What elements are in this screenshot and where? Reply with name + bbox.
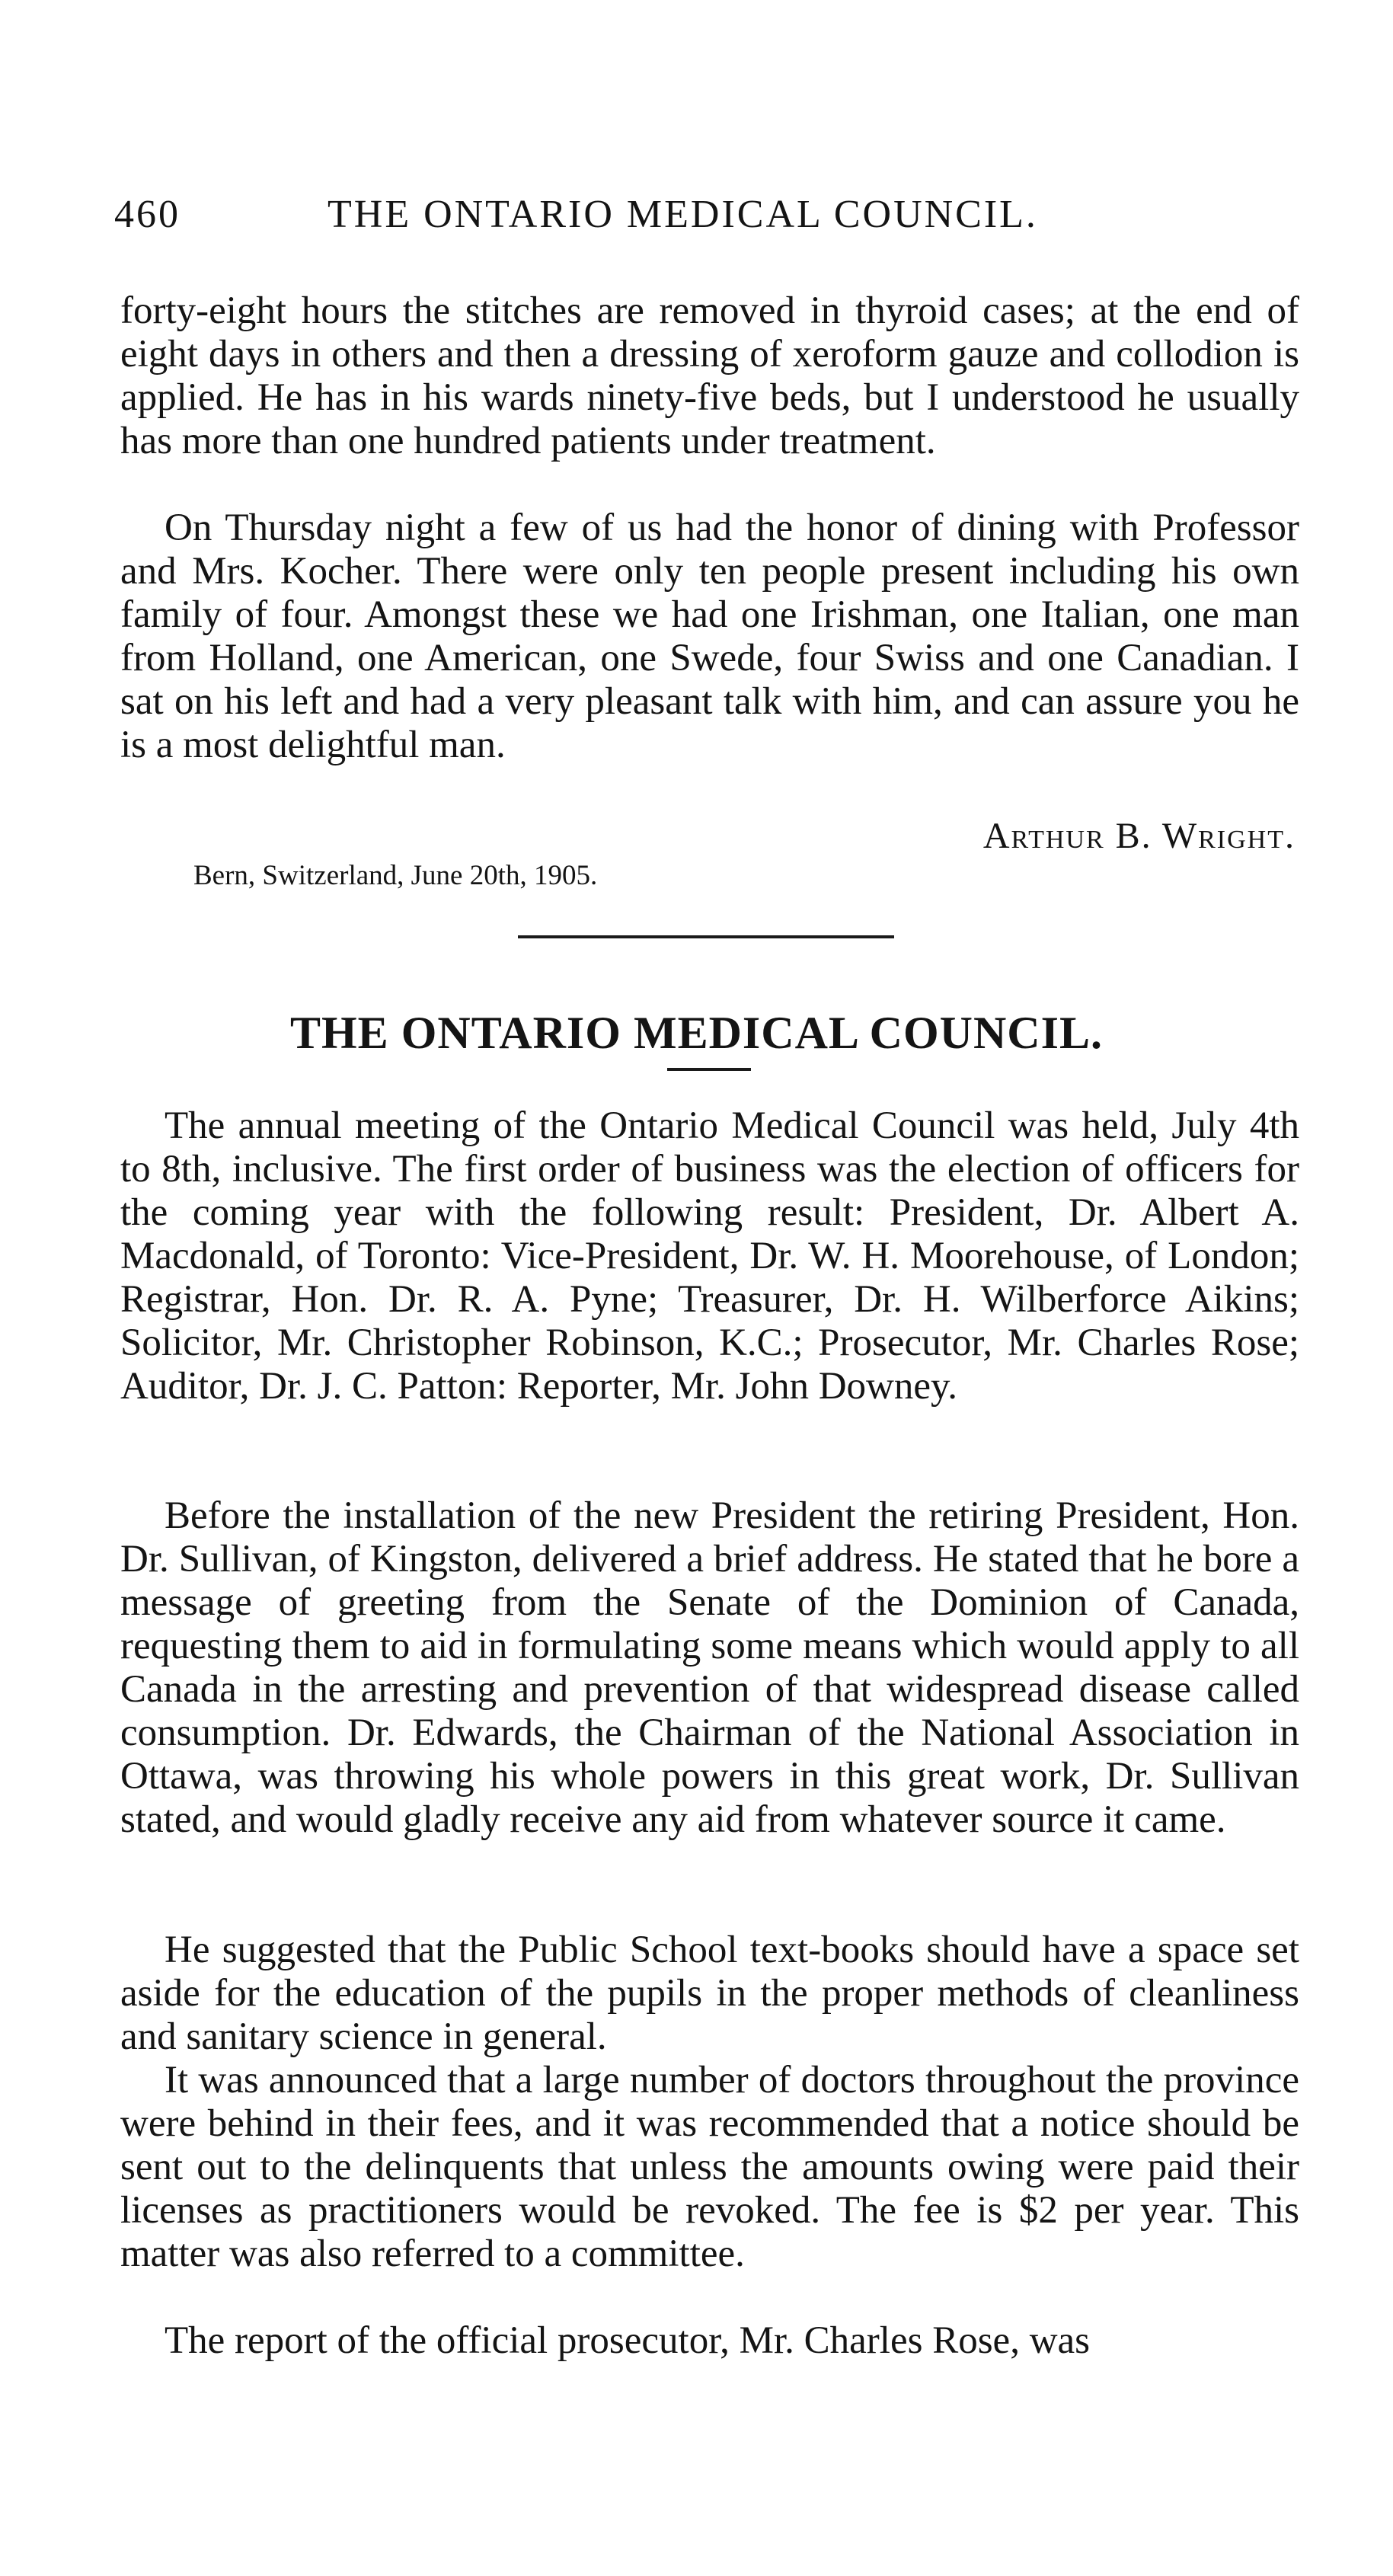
article-paragraph-1: The annual meeting of the Ontario Medical Council was held, July 4th to 8th, inclusive. The first order of business was the election of officers for the coming year with the following result: President, Dr. Albert A. Macdonald, of Toronto: Vice-President, Dr. W. H. Moorehouse, of London; Registrar, Hon. Dr. R. A. Pyne; Treasurer, Dr. H. Wilberforce Aikins; Solicitor, Mr. Christopher Robinson, K.C.; Prosecutor, Mr. Charles Rose; Auditor, Dr. J. C. Patton: Reporter, Mr. John Downey. xyxy=(120,1104,1299,1408)
article-paragraph-3: He suggested that the Public School text-books should have a space set aside for the education of the pupils in the proper methods of cleanliness and sanitary science in general. xyxy=(120,1929,1299,2058)
section-divider-rule xyxy=(518,935,894,938)
article-paragraph-5: The report of the official prosecutor, Mr. Charles Rose, was xyxy=(165,2319,1091,2362)
running-head xyxy=(114,192,1302,253)
page-number: 460 xyxy=(114,193,181,236)
article-title: THE ONTARIO MEDICAL COUNCIL. xyxy=(289,1008,1103,1059)
article-paragraph-4: It was announced that a large number of doctors throughout the province were behind in their fees, and it was recommended that a notice should be sent out to the delinquents that unless the amounts owing were paid their licenses as practitioners would be revoked. The fee is $2 per year. This matter was also referred to a committee. xyxy=(120,2059,1299,2275)
letter-paragraph-2: On Thursday night a few of us had the honor of dining with Professor and Mrs. Kocher. There were only ten people present including his own family of four. Amongst these we had one Irishman, one Italian, one man from Holland, one American, one Swede, four Swiss and one Canadian. I sat on his left and had a very pleasant talk with him, and can assure you he is a most delightful man. xyxy=(120,507,1299,766)
letter-paragraph-1: forty-eight hours the stitches are removed in thyroid cases; at the end of eight days in others and then a dressing of xeroform gauze and collodion is applied. He has in his wards ninety-five beds, but I understood he usually has more than one hundred patients under treatment. xyxy=(120,289,1299,462)
letter-signature: Arthur B. Wright. xyxy=(982,816,1296,856)
title-underline-rule xyxy=(667,1068,751,1071)
running-head-title: THE ONTARIO MEDICAL COUNCIL. xyxy=(327,193,1038,236)
letter-dateline: Bern, Switzerland, June 20th, 1905. xyxy=(193,860,598,891)
article-paragraph-2: Before the installation of the new President the retiring President, Hon. Dr. Sullivan, of Kingston, delivered a brief address. He stated that he bore a message of greeting from the Senate of the Dominion of Canada, requesting them to aid in formulating some means which would apply to all Canada in the arresting and prevention of that widespread disease called consumption. Dr. Edwards, the Chairman of the National Association in Ottawa, was throwing his whole powers in this great work, Dr. Sullivan stated, and would gladly receive any aid from whatever source it came. xyxy=(120,1494,1299,1841)
